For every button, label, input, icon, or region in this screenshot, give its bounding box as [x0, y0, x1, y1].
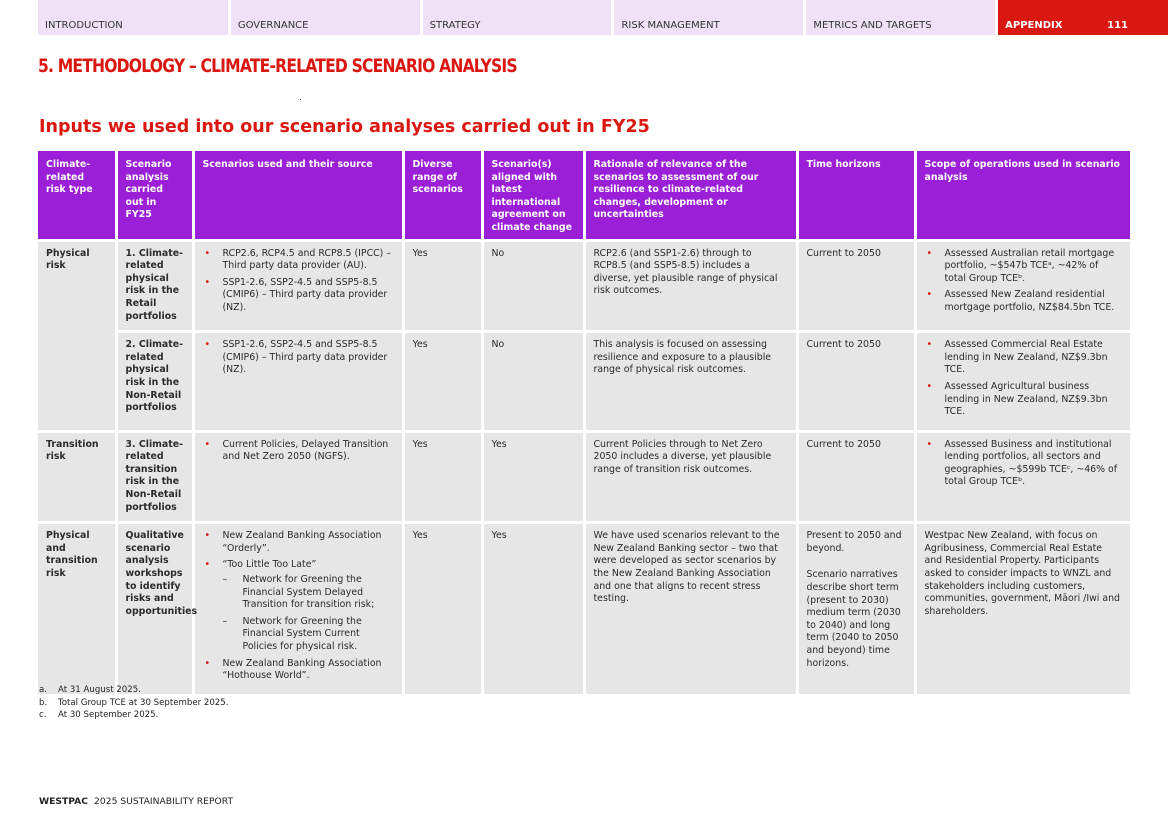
scenarios-cell	[193, 523, 403, 696]
list-item: • Assessed Australian retail mortgage portfolio, ~$547b TCEᵃ, ~42% of total Group TCEᵇ.	[945, 248, 1123, 286]
time-horizon-cell: Current to 2050	[797, 332, 915, 432]
col-header-diverse: Diverse range of scenarios	[403, 151, 482, 240]
risk-type-cell: Physical and transition risk	[38, 523, 116, 696]
table-row	[38, 523, 1130, 696]
list-item: • Assessed Commercial Real Estate lending in New Zealand, NZ$9.3bn TCE.	[945, 339, 1123, 377]
diverse-cell: Yes	[403, 523, 482, 696]
footnotes	[39, 684, 228, 722]
footnote-mark: b.	[39, 697, 48, 708]
time-horizon-text: Present to 2050 and beyond.	[806, 530, 902, 554]
list-item: • Assessed Agricultural business lending in New Zealand, NZ$9.3bn TCE.	[945, 381, 1123, 419]
footnote-mark: a.	[39, 685, 47, 695]
footnote-text: Total Group TCE at 30 September 2025.	[58, 697, 229, 708]
list-item: • New Zealand Banking Association “Orderly”.	[223, 530, 394, 555]
list-item: • RCP2.6, RCP4.5 and RCP8.5 (IPCC) – Third party data provider (AU).	[223, 248, 394, 273]
analysis-cell: 2. Climate-related physical risk in the Non-Retail portfolios	[116, 332, 193, 432]
nav-tab-introduction[interactable]: INTRODUCTION	[38, 0, 228, 35]
scenarios-cell	[193, 240, 403, 332]
scope-cell	[915, 240, 1130, 332]
table-header-row	[38, 151, 1130, 240]
list-item: • SSP1-2.6, SSP2-4.5 and SSP5-8.5 (CMIP6) – Third party data provider (NZ).	[223, 339, 394, 377]
col-header-analysis: Scenario analysis carried out in FY25	[116, 151, 193, 240]
aligned-cell: No	[482, 240, 584, 332]
scenarios-cell	[193, 332, 403, 432]
analysis-cell: 1. Climate-related physical risk in the Retail portfolios	[116, 240, 193, 332]
scope-cell	[915, 332, 1130, 432]
time-horizon-cell: Current to 2050	[797, 240, 915, 332]
footnote-text: At 30 September 2025.	[58, 710, 159, 720]
analysis-cell: 3. Climate-related transition risk in the Non-Retail portfolios	[116, 431, 193, 523]
list-item: • New Zealand Banking Association “Hothouse World”.	[223, 658, 394, 683]
footer-brand: WESTPAC	[39, 796, 89, 807]
diverse-cell: Yes	[403, 240, 482, 332]
aligned-cell: Yes	[482, 523, 584, 696]
sub-list-item: – Network for Greening the Financial System Delayed Transition for transition risk;	[243, 574, 394, 612]
scope-cell	[915, 431, 1130, 523]
footnote	[39, 709, 228, 722]
list-item: • Assessed Business and institutional lending portfolios, all sectors and geographies, ~$599b TCEᶜ, ~46% of total Group TCEᵇ.	[945, 439, 1123, 489]
nav-tab-governance[interactable]: GOVERNANCE	[231, 0, 420, 35]
nav-tab-strategy[interactable]: STRATEGY	[423, 0, 612, 35]
diverse-cell: Yes	[403, 431, 482, 523]
list-item	[223, 559, 394, 653]
table-row	[38, 431, 1130, 523]
risk-type-cell: Physical risk	[38, 240, 116, 431]
col-header-scenarios: Scenarios used and their source	[193, 151, 403, 240]
page-footer	[39, 796, 233, 807]
rationale-cell: RCP2.6 (and SSP1-2.6) through to RCP8.5 (and SSP5-8.5) includes a diverse, yet plausible range of physical risk outcomes.	[584, 240, 797, 332]
stray-dot	[300, 99, 301, 100]
col-header-aligned: Scenario(s) aligned with latest international agreement on climate change	[482, 151, 584, 240]
list-item: • Assessed New Zealand residential mortgage portfolio, NZ$84.5bn TCE.	[945, 289, 1123, 314]
list-item: • SSP1-2.6, SSP2-4.5 and SSP5-8.5 (CMIP6) – Third party data provider (NZ).	[223, 277, 394, 315]
analysis-cell: Qualitative scenario analysis workshops to identify risks and opportunities	[116, 523, 193, 696]
sub-list-item: – Network for Greening the Financial System Current Policies for physical risk.	[243, 616, 394, 654]
footnote	[39, 697, 228, 710]
page-number: 111	[1107, 20, 1129, 31]
footnote-text: At 31 August 2025.	[58, 685, 141, 695]
aligned-cell: Yes	[482, 431, 584, 523]
col-header-time-horizons: Time horizons	[797, 151, 915, 240]
list-item-label: “Too Little Too Late”	[222, 559, 317, 571]
nav-tab-appendix[interactable]	[998, 0, 1168, 35]
diverse-cell: Yes	[403, 332, 482, 432]
time-horizon-text: Scenario narratives describe short term (present to 2030) medium term (2030 to 2040) and long term (2040 to 2050 and beyond) time horizons.	[806, 569, 901, 669]
rationale-cell: Current Policies through to Net Zero 2050 includes a diverse, yet plausible range of transition risk outcomes.	[584, 431, 797, 523]
section-nav	[38, 0, 1168, 35]
table-subtitle: Inputs we used into our scenario analyses carried out in FY25	[39, 117, 650, 137]
col-header-scope: Scope of operations used in scenario analysis	[915, 151, 1130, 240]
nav-tab-appendix-label: APPENDIX	[1005, 20, 1063, 31]
scope-cell: Westpac New Zealand, with focus on Agribusiness, Commercial Real Estate and Residential Property. Participants asked to consider impacts to WNZL and stakeholders including customers, communities, government, Māori /Iwi and shareholders.	[915, 523, 1130, 696]
rationale-cell: We have used scenarios relevant to the New Zealand Banking sector – two that were developed as sector scenarios by the New Zealand Banking Association and one that aligns to recent stress testing.	[584, 523, 797, 696]
risk-type-cell: Transition risk	[38, 431, 116, 523]
scenarios-cell	[193, 431, 403, 523]
list-item: • Current Policies, Delayed Transition and Net Zero 2050 (NGFS).	[223, 439, 394, 464]
section-title: 5. METHODOLOGY – CLIMATE-RELATED SCENARIO ANALYSIS	[38, 55, 517, 77]
nav-tab-metrics-and-targets[interactable]: METRICS AND TARGETS	[806, 0, 995, 35]
aligned-cell: No	[482, 332, 584, 432]
footnote	[39, 684, 228, 697]
col-header-rationale: Rationale of relevance of the scenarios to assessment of our resilience to climate-related changes, development or uncertainties	[584, 151, 797, 240]
footer-report-name: 2025 SUSTAINABILITY REPORT	[94, 796, 234, 807]
time-horizon-cell	[797, 523, 915, 696]
table-row	[38, 332, 1130, 432]
footnote-mark: c.	[39, 710, 47, 720]
col-header-risk-type: Climate-related risk type	[38, 151, 116, 240]
rationale-cell: This analysis is focused on assessing resilience and exposure to a plausible range of physical risk outcomes.	[584, 332, 797, 432]
time-horizon-cell: Current to 2050	[797, 431, 915, 523]
table-row	[38, 240, 1130, 332]
scenario-inputs-table	[38, 151, 1130, 697]
nav-tab-risk-management[interactable]: RISK MANAGEMENT	[614, 0, 803, 35]
